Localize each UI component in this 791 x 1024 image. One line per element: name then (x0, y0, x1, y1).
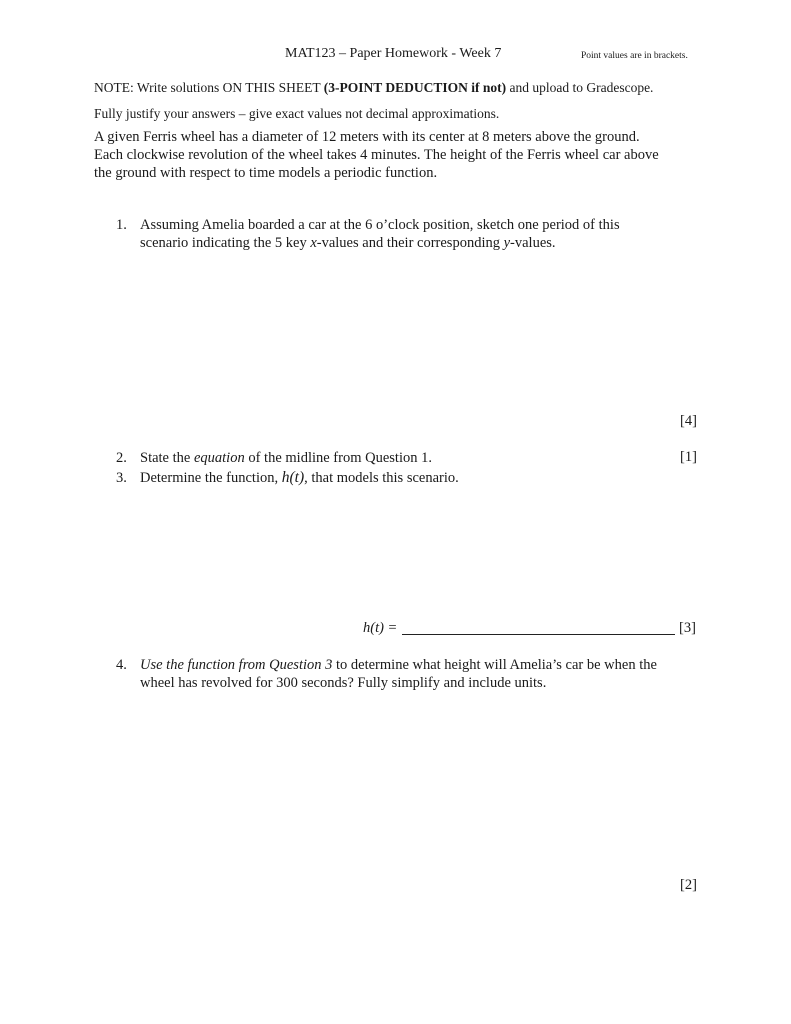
question-4-points: [2] (680, 877, 697, 893)
function-h-of-t: h(t) (281, 469, 305, 486)
question-1 (116, 216, 676, 256)
problem-intro (94, 128, 709, 182)
submission-note-prefix: NOTE: Write solutions ON THIS SHEET (94, 80, 324, 95)
question-2-text: of the midline from Question 1. (244, 450, 432, 466)
question-1-line-2 (140, 234, 680, 252)
question-4-text: to determine what height will Amelia’s car be when the (332, 657, 657, 673)
question-3 (116, 469, 656, 489)
question-4-line-1 (140, 656, 700, 674)
point-values-note: Point values are in brackets. (581, 51, 688, 61)
question-1-points: [4] (680, 413, 697, 429)
question-1-line-1: Assuming Amelia boarded a car at the 6 o’clock position, sketch one period of this (140, 217, 620, 233)
question-3-points: [3] (679, 620, 696, 636)
justify-note: Fully justify your answers – give exact values not decimal approximations. (94, 106, 500, 121)
intro-line-2: Each clockwise revolution of the wheel takes 4 minutes. The height of the Ferris wheel car above (94, 147, 659, 163)
question-1-text: scenario indicating the 5 key (140, 235, 311, 251)
question-2 (116, 449, 656, 469)
question-1-text: -values and their corresponding (316, 235, 504, 251)
question-4-line-2: wheel has revolved for 300 seconds? Fully simplify and include units. (140, 675, 547, 691)
submission-note-suffix: and upload to Gradescope. (506, 80, 654, 95)
question-2-emphasis: equation (193, 450, 245, 466)
deduction-warning: (3-POINT DEDUCTION if not) (323, 80, 507, 95)
question-1-number: 1. (116, 217, 127, 233)
answer-label: h(t) = (363, 620, 398, 636)
intro-line-1: A given Ferris wheel has a diameter of 12 meters with its center at 8 meters above the ground. (94, 129, 640, 145)
question-2-number: 2. (116, 450, 127, 466)
page-title: MAT123 – Paper Homework - Week 7 (285, 46, 502, 61)
submission-note (94, 80, 653, 96)
question-3-text: , that models this scenario. (304, 470, 459, 486)
variable-y: y (503, 235, 511, 251)
question-4 (116, 656, 696, 696)
variable-x: x (310, 235, 317, 251)
question-2-text: State the (140, 450, 194, 466)
question-3-text: Determine the function, (140, 470, 282, 486)
question-4-number: 4. (116, 657, 127, 673)
question-3-number: 3. (116, 470, 127, 486)
question-1-text: -values. (510, 235, 556, 251)
intro-line-3: the ground with respect to time models a periodic function. (94, 165, 438, 181)
question-2-points: [1] (680, 449, 697, 465)
question-4-emphasis: Use the function from Question 3 (140, 657, 333, 673)
answer-line[interactable] (402, 634, 675, 635)
